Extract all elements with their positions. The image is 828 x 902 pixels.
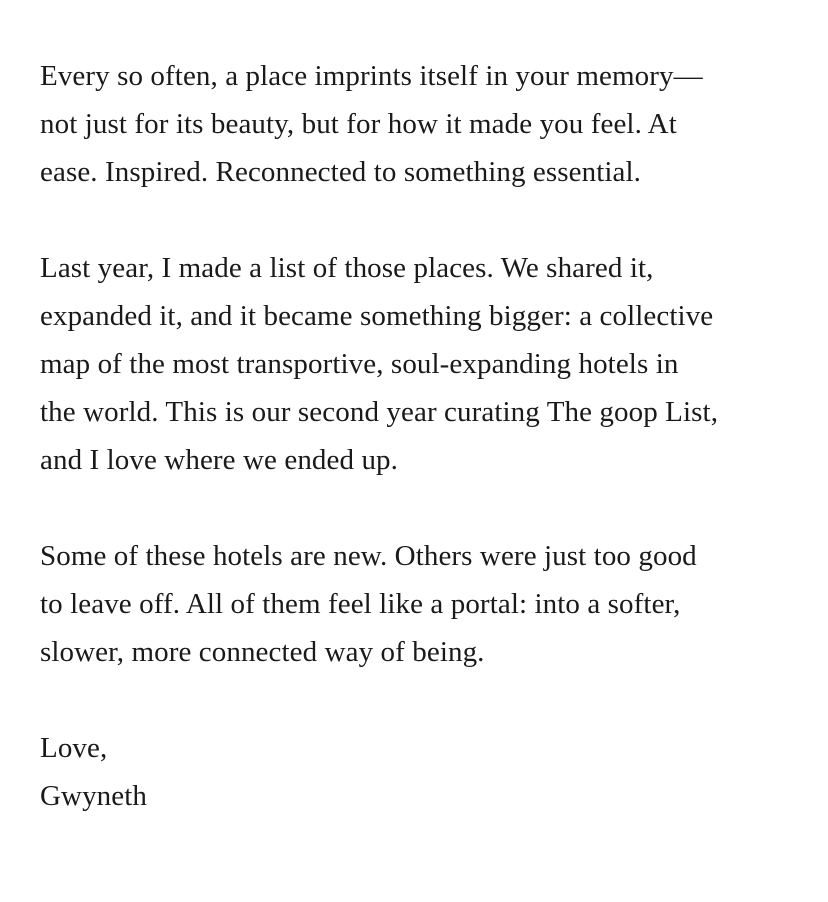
paragraph-intro [40, 52, 780, 196]
paragraph-hotels [40, 532, 780, 676]
text-line: the world. This is our second year curating The goop List, [40, 396, 719, 428]
signature-name: Gwyneth [40, 780, 148, 812]
signature-block [40, 724, 780, 820]
text-line: map of the most transportive, soul-expanding hotels in [40, 348, 679, 380]
text-line: slower, more connected way of being. [40, 636, 485, 668]
text-line: Every so often, a place imprints itself in your memory— [40, 60, 703, 92]
text-line: ease. Inspired. Reconnected to something essential. [40, 156, 642, 188]
text-line: and I love where we ended up. [40, 444, 399, 476]
closing-salutation: Love, [40, 732, 108, 764]
paragraph-list-history [40, 244, 780, 484]
text-line: Last year, I made a list of those places. We shared it, [40, 252, 654, 284]
text-line: Some of these hotels are new. Others were just too good [40, 540, 697, 572]
text-line: not just for its beauty, but for how it made you feel. At [40, 108, 677, 140]
text-line: to leave off. All of them feel like a portal: into a softer, [40, 588, 681, 620]
text-line: expanded it, and it became something bigger: a collective [40, 300, 714, 332]
